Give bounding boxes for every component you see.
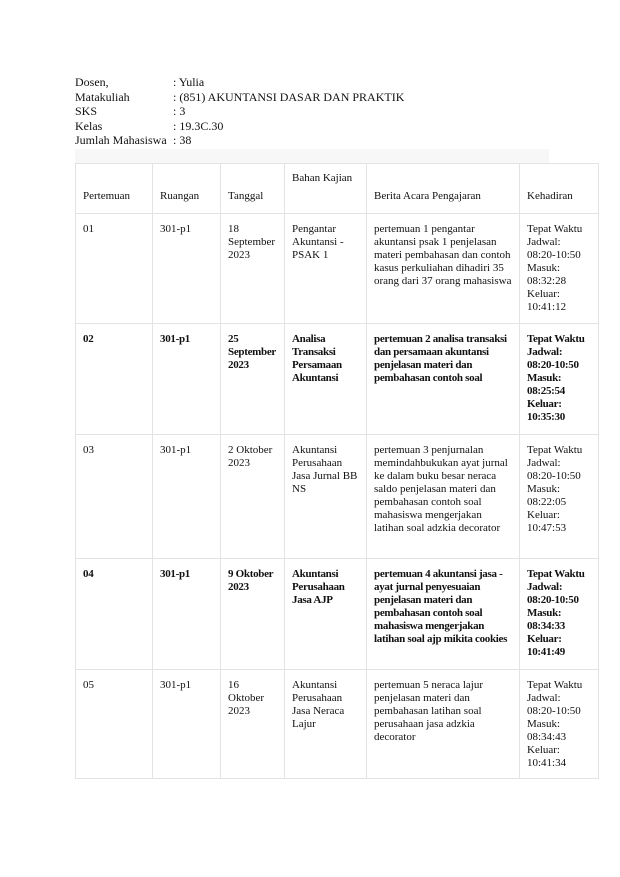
kehadiran-keluar: Keluar: 10:47:53 [527,509,567,534]
cell-berita-acara: pertemuan 3 penjurnalan memindahbukukan ayat jurnal ke dalam buku besar neraca saldo penjelasan materi dan pembahasan contoh soal mahasiswa mengerjakan latihan soal adzkia decorator [367,435,520,559]
table-row [76,670,599,779]
col-header-bahan-kajian: Bahan Kajian [285,164,367,214]
kehadiran-masuk: Masuk: 08:25:54 [527,372,565,397]
kehadiran-masuk: Masuk: 08:34:33 [527,607,565,632]
cell-kehadiran [520,435,599,559]
kehadiran-jadwal: Jadwal: 08:20-10:50 [527,457,581,482]
kehadiran-keluar: Keluar: 10:41:34 [527,744,567,769]
col-header-berita-acara: Berita Acara Pengajaran [367,164,520,214]
cell-pertemuan: 04 [76,559,153,670]
cell-kehadiran [520,670,599,779]
kehadiran-jadwal: Jadwal: 08:20-10:50 [527,692,581,717]
cell-kehadiran [520,214,599,324]
table-row [76,324,599,435]
dosen-label: Dosen, [75,75,109,89]
dosen-value: : Yulia [173,75,205,89]
jumlah-row [75,133,404,148]
kelas-row [75,119,404,134]
kehadiran-masuk: Masuk: 08:22:05 [527,483,567,508]
kehadiran-status: Tepat Waktu [527,568,585,580]
kelas-value: : 19.3C.30 [173,118,224,133]
kehadiran-keluar: Keluar: 10:35:30 [527,398,565,423]
kehadiran-jadwal: Jadwal: 08:20-10:50 [527,581,579,606]
cell-bahan-kajian: Pengantar Akuntansi - PSAK 1 [285,214,367,324]
cell-bahan-kajian: Akuntansi Perusahaan Jasa Jurnal BB NS [285,435,367,559]
cell-kehadiran [520,559,599,670]
col-header-tanggal: Tanggal [221,164,285,214]
cell-bahan-kajian: Akuntansi Perusahaan Jasa Neraca Lajur [285,670,367,779]
col-header-kehadiran: Kehadiran [520,164,599,214]
cell-ruangan: 301-p1 [153,435,221,559]
matakuliah-row [75,90,404,105]
kehadiran-masuk: Masuk: 08:34:43 [527,718,567,743]
kelas-label: Kelas [75,118,103,133]
cell-tanggal: 9 Oktober 2023 [221,559,285,670]
table-row [76,214,599,324]
cell-kehadiran [520,324,599,435]
cell-berita-acara: pertemuan 4 akuntansi jasa - ayat jurnal penyesuaian penjelasan materi dan pembahasan contoh soal mahasiswa mengerjakan latihan soal ajp mikita cookies [367,559,520,670]
cell-ruangan: 301-p1 [153,214,221,324]
kehadiran-jadwal: Jadwal: 08:20-10:50 [527,236,581,261]
cell-berita-acara: pertemuan 5 neraca lajur penjelasan materi dan pembahasan latihan soal perusahaan jasa adzkia decorator [367,670,520,779]
cell-tanggal: 2 Oktober 2023 [221,435,285,559]
cell-berita-acara: pertemuan 1 pengantar akuntansi psak 1 penjelasan materi pembahasan dan contoh kasus perkuliahan dihadiri 35 orang dari 37 orang mahasiswa [367,214,520,324]
jumlah-label: Jumlah Mahasiswa [75,133,167,147]
cell-pertemuan: 02 [76,324,153,435]
cell-berita-acara: pertemuan 2 analisa transaksi dan persamaan akuntansi penjelasan materi dan pembahasan contoh soal [367,324,520,435]
kehadiran-jadwal: Jadwal: 08:20-10:50 [527,346,579,371]
sks-label: SKS [75,104,98,118]
cell-bahan-kajian: Akuntansi Perusahaan Jasa AJP [285,559,367,670]
attendance-table [75,163,599,779]
cell-tanggal: 18 September 2023 [221,214,285,324]
kehadiran-status: Tepat Waktu [527,333,585,345]
cell-pertemuan: 01 [76,214,153,324]
matakuliah-label: Matakuliah [75,89,130,104]
jumlah-value: : 38 [173,133,192,147]
col-header-ruangan: Ruangan [153,164,221,214]
cell-pertemuan: 03 [76,435,153,559]
cell-ruangan: 301-p1 [153,324,221,435]
cell-bahan-kajian: Analisa Transaksi Persamaan Akuntansi [285,324,367,435]
sks-row [75,104,404,119]
cell-tanggal: 25 September 2023 [221,324,285,435]
kehadiran-status: Tepat Waktu [527,223,583,235]
kehadiran-keluar: Keluar: 10:41:49 [527,633,565,658]
cell-ruangan: 301-p1 [153,670,221,779]
table-row [76,559,599,670]
dosen-row [75,75,404,90]
table-header-row [76,164,599,214]
col-header-pertemuan: Pertemuan [76,164,153,214]
cell-tanggal: 16 Oktober 2023 [221,670,285,779]
cell-pertemuan: 05 [76,670,153,779]
cell-ruangan: 301-p1 [153,559,221,670]
course-info-header [75,75,404,148]
kehadiran-keluar: Keluar: 10:41:12 [527,288,567,313]
kehadiran-masuk: Masuk: 08:32:28 [527,262,567,287]
matakuliah-value: : (851) AKUNTANSI DASAR DAN PRAKTIK [173,89,405,104]
header-divider [75,149,549,163]
table-row [76,435,599,559]
sks-value: : 3 [173,104,186,118]
kehadiran-status: Tepat Waktu [527,679,583,691]
kehadiran-status: Tepat Waktu [527,444,583,456]
